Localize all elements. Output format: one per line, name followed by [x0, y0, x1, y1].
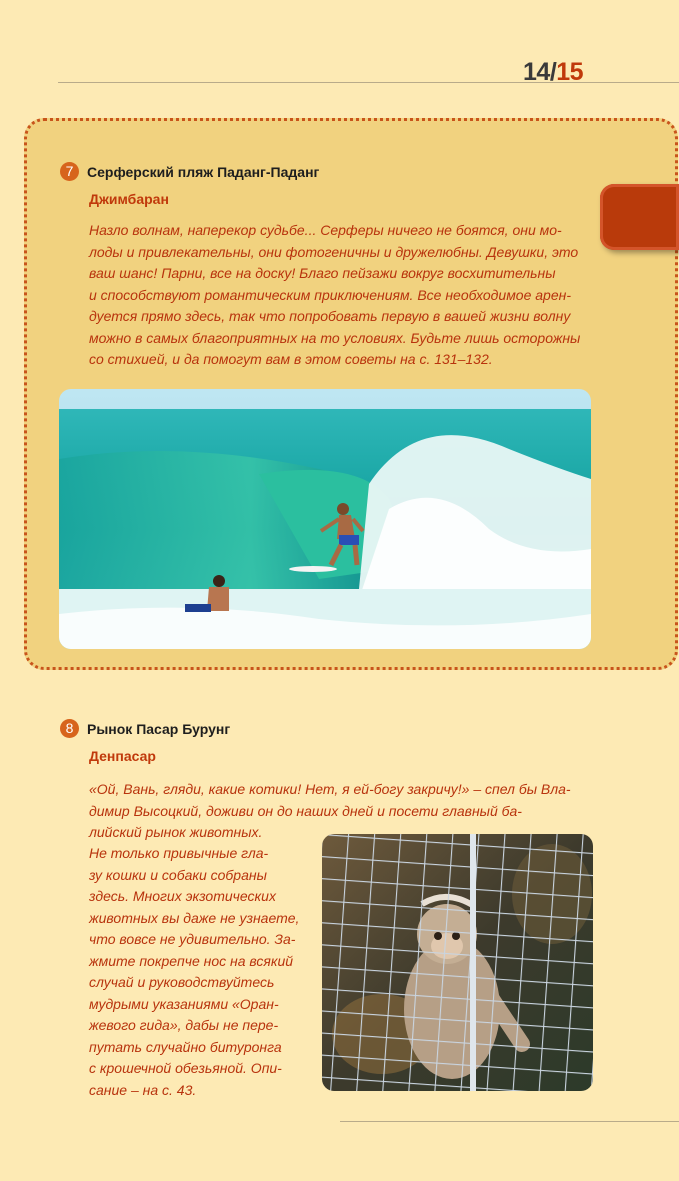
monkey-cage-photo — [322, 834, 593, 1091]
text-line: здесь. Многих экзотических — [89, 888, 276, 904]
text-line: ваш шанс! Парни, все на доску! Благо пейзажи вокруг восхитительны — [89, 265, 556, 281]
text-line: Назло волнам, наперекор судьбе... Серферы ничего не боятся, они мо- — [89, 222, 562, 238]
text-line: что вовсе не удивительно. За- — [89, 931, 296, 947]
text-line: с крошечной обезьяной. Опи- — [89, 1060, 282, 1076]
text-line: случай и руководствуйтесь — [89, 974, 275, 990]
section-8-place: Денпасар — [89, 748, 156, 764]
text-line: Не только привычные гла- — [89, 845, 269, 861]
text-line: жмите покрепче нос на всякий — [89, 952, 294, 969]
text-line: зу кошки и собаки собраны — [89, 866, 267, 883]
chapter-tab[interactable] — [600, 184, 679, 250]
section-7-place: Джимбаран — [89, 191, 169, 207]
bottom-rule — [340, 1121, 679, 1122]
page-number — [523, 58, 583, 87]
page-total: 15 — [556, 58, 584, 86]
section-8-number-badge: 8 — [60, 719, 79, 738]
section-8-title: Рынок Пасар Бурунг — [87, 721, 231, 737]
surfer-photo — [59, 389, 591, 649]
text-line: лоды и привлекательны, они фотогеничны и дружелюбны. Девушки, это — [89, 243, 579, 260]
text-line: мудрыми указаниями «Оран- — [89, 995, 279, 1012]
text-line: димир Высоцкий, доживи он до наших дней и посети главный ба- — [89, 802, 522, 819]
text-line: дуется прямо здесь, так что попробовать первую в вашей жизни волну — [89, 308, 571, 324]
text-line: путать случайно битуронга — [89, 1038, 282, 1055]
section-8-description-body — [89, 843, 299, 1101]
text-line: животных вы даже не узнаете, — [89, 909, 300, 926]
section-7-description — [89, 220, 580, 371]
text-line: жевого гида», дабы не пере- — [89, 1017, 279, 1033]
page-separator: / — [549, 58, 557, 86]
top-rule — [58, 82, 679, 83]
text-line: лийский рынок животных. — [89, 824, 263, 840]
section-7-number-badge: 7 — [60, 162, 79, 181]
text-line: «Ой, Вань, гляди, какие котики! Нет, я ей-богу закричу!» – спел бы Вла- — [89, 781, 571, 797]
section-7-title: Серферский пляж Паданг-Паданг — [87, 164, 320, 180]
text-line: со стихией, и да помогут вам в этом советы на с. 131–132. — [89, 351, 493, 367]
text-line: сание – на с. 43. — [89, 1081, 197, 1098]
page-current: 14 — [523, 58, 550, 86]
text-line: и способствуют романтическим приключениям. Все необходимое арен- — [89, 286, 571, 303]
text-line: можно в самых благоприятных на то условиях. Будьте лишь осторожны — [89, 329, 581, 346]
